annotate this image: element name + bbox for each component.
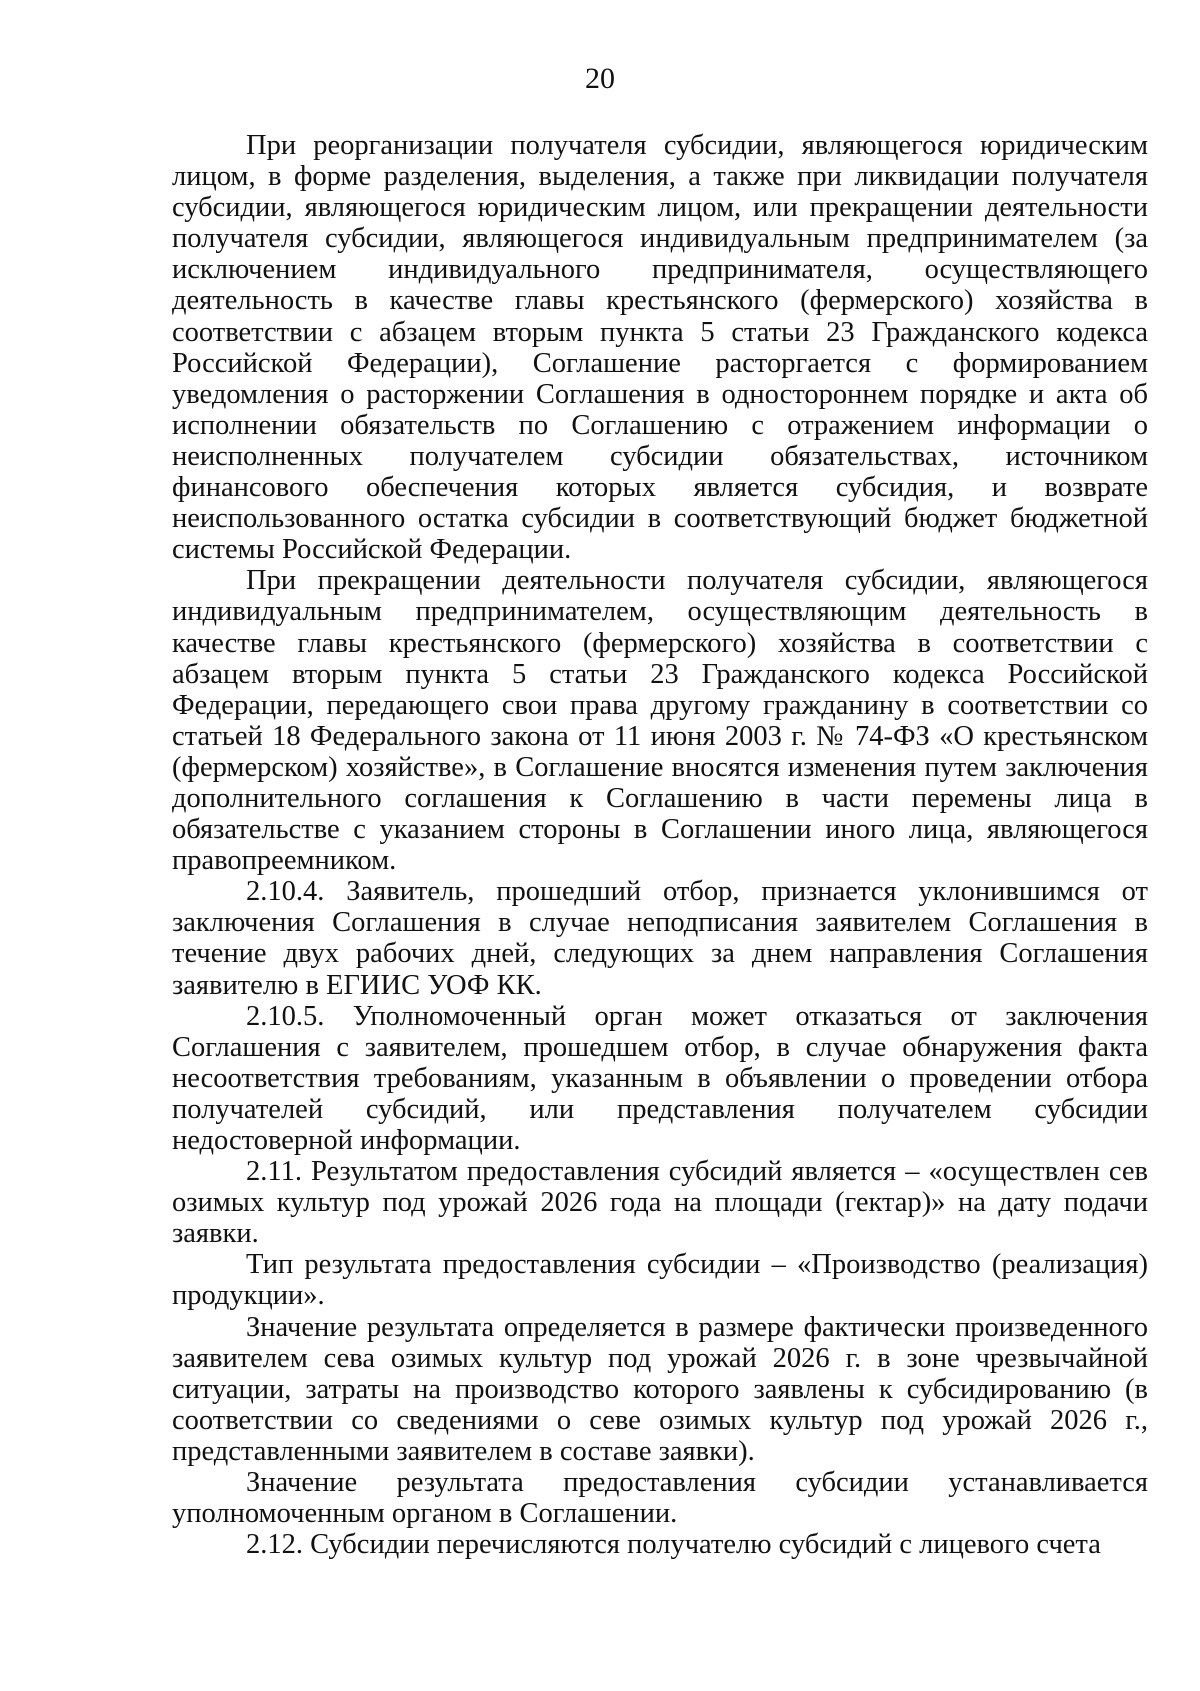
paragraph-2-11: 2.11. Результатом предоставления субсидий является – «осуществлен сев озимых культур под урожай 2026 года на площади (гектар)» на дату подачи заявки. <box>172 1156 1148 1250</box>
paragraph-2-10-5: 2.10.5. Уполномоченный орган может отказаться от заключения Соглашения с заявителем, прошедшем отбор, в случае обнаружения факта несоответствия требованиям, указанным в объявлении о проведении отбора получателей субсидий, или представления получателем субсидии недостоверной информации. <box>172 1000 1148 1156</box>
page-number: 20 <box>585 62 615 95</box>
paragraph-result-type: Тип результата предоставления субсидии – «Производство (реализация) продукции». <box>172 1249 1148 1312</box>
paragraph-reorganization: При реорганизации получателя субсидии, являющегося юридическим лицом, в форме разделения, выделения, а также при ликвидации получателя субсидии, являющегося юридическим лицом, или прекращении деятельности получателя субсидии, являющегося индивидуальным предпринимателем (за исключением индивидуального предпринимателя, осуществляющего деятельность в качестве главы крестьянского (фермерского) хозяйства в соответствии с абзацем вторым пункта 5 статьи 23 Гражданского кодекса Российской Федерации), Соглашение расторгается с формированием уведомления о расторжении Соглашения в одностороннем порядке и акта об исполнении обязательств по Соглашению с отражением информации о неисполненных получателем субсидии обязательствах, источником финансового обеспечения которых является субсидия, и возврате неиспользованного остатка субсидии в соответствующий бюджет бюджетной системы Российской Федерации. <box>172 130 1148 566</box>
paragraph-2-12: 2.12. Субсидии перечисляются получателю субсидий с лицевого счета <box>246 1529 1101 1561</box>
paragraph-termination: При прекращении деятельности получателя субсидии, являющегося индивидуальным предпринимателем, осуществляющим деятельность в качестве главы крестьянского (фермерского) хозяйства в соответствии с абзацем вторым пункта 5 статьи 23 Гражданского кодекса Российской Федерации, передающего свои права другому гражданину в соответствии со статьей 18 Федерального закона от 11 июня 2003 г. № 74-ФЗ «О крестьянском (фермерском) хозяйстве», в Соглашение вносятся изменения путем заключения дополнительного соглашения к Соглашению в части перемены лица в обязательстве с указанием стороны в Соглашении иного лица, являющегося правопреемником. <box>172 565 1148 877</box>
paragraph-result-agreement: Значение результата предоставления субсидии устанавливается уполномоченным органом в Соглашении. <box>172 1467 1148 1530</box>
paragraph-2-10-4: 2.10.4. Заявитель, прошедший отбор, признается уклонившимся от заключения Соглашения в случае неподписания заявителем Соглашения в течение двух рабочих дней, следующих за днем направления Соглашения заявителю в ЕГИИС УОФ КК. <box>172 876 1148 1001</box>
paragraph-result-value: Значение результата определяется в размере фактически произведенного заявителем сева озимых культур под урожай 2026 г. в зоне чрезвычайной ситуации, затраты на производство которого заявлены к субсидированию (в соответствии со сведениями о севе озимых культур под урожай 2026 г., представленными заявителем в составе заявки). <box>172 1311 1148 1467</box>
body-text <box>172 130 1148 1560</box>
